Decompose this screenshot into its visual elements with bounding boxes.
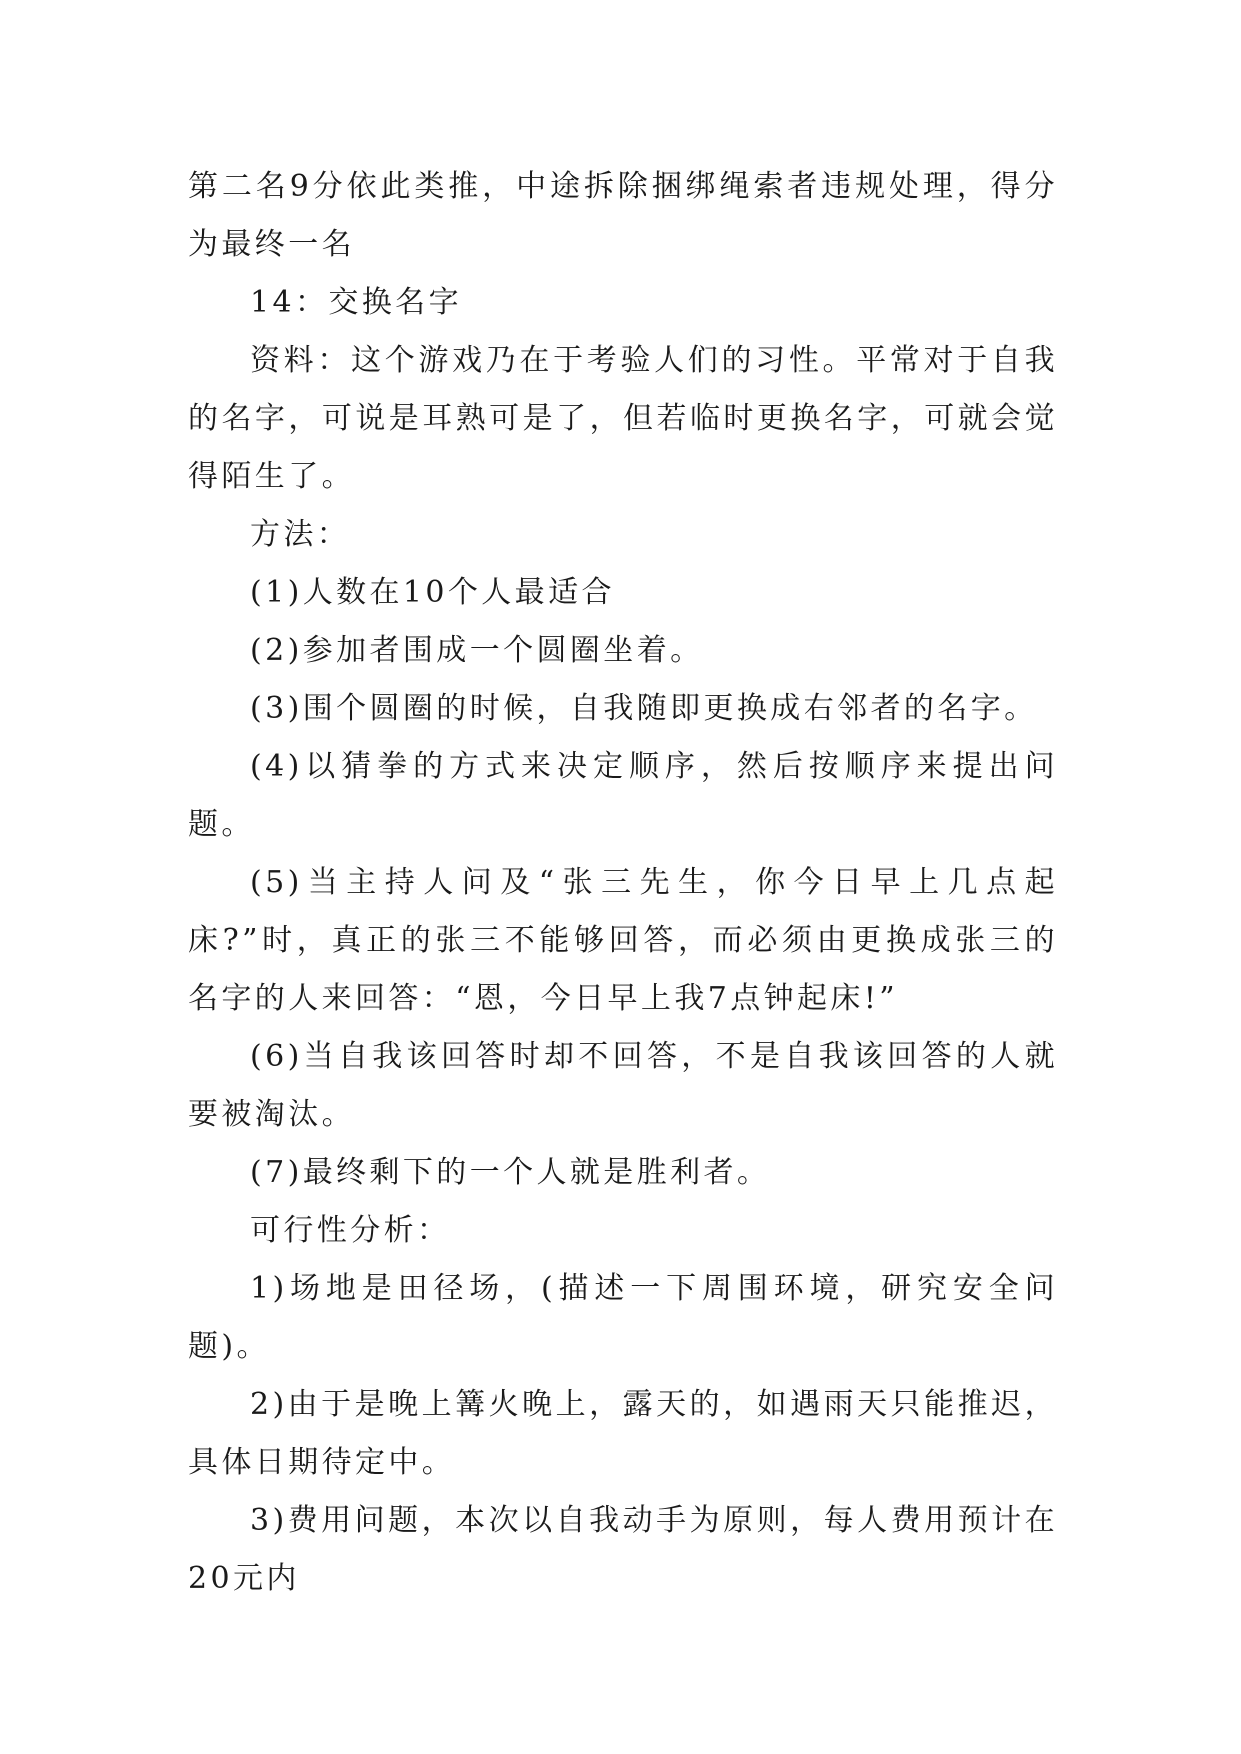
method-step-3: (3)围个圆圈的时候，自我随即更换成右邻者的名字。: [250, 691, 1038, 726]
method-step-2: (2)参加者围成一个圆圈坐着。: [250, 633, 704, 668]
paragraph-scoring-rule: 第二名9分依此类推，中途拆除捆绑绳索者违规处理，得分为最终一名: [188, 169, 1058, 262]
heading-method: 方法：: [250, 517, 351, 552]
method-step-5: (5)当主持人问及“张三先生，你今日早上几点起床?”时，真正的张三不能够回答，而必须由更换成张三的名字的人来回答：“恩，今日早上我7点钟起床!”: [188, 865, 1058, 1016]
paragraph-materials: 资料：这个游戏乃在于考验人们的习性。平常对于自我的名字，可说是耳熟可是了，但若临时更换名字，可就会觉得陌生了。: [188, 343, 1058, 494]
method-step-7: (7)最终剩下的一个人就是胜利者。: [250, 1155, 771, 1190]
feasibility-item-1: 1)场地是田径场，(描述一下周围环境，研究安全问题)。: [188, 1271, 1058, 1364]
heading-feasibility-analysis: 可行性分析：: [250, 1213, 451, 1248]
method-step-4: (4)以猜拳的方式来决定顺序，然后按顺序来提出问题。: [188, 749, 1058, 842]
feasibility-item-3: 3)费用问题，本次以自我动手为原则，每人费用预计在20元内: [188, 1503, 1058, 1596]
method-step-6: (6)当自我该回答时却不回答，不是自我该回答的人就要被淘汰。: [188, 1039, 1058, 1132]
method-step-1: (1)人数在10个人最适合: [250, 575, 615, 610]
feasibility-item-2: 2)由于是晚上篝火晚上，露天的，如遇雨天只能推迟，具体日期待定中。: [188, 1387, 1058, 1480]
section-heading-game-14: 14：交换名字: [250, 285, 462, 320]
document-body: [188, 158, 1058, 1608]
